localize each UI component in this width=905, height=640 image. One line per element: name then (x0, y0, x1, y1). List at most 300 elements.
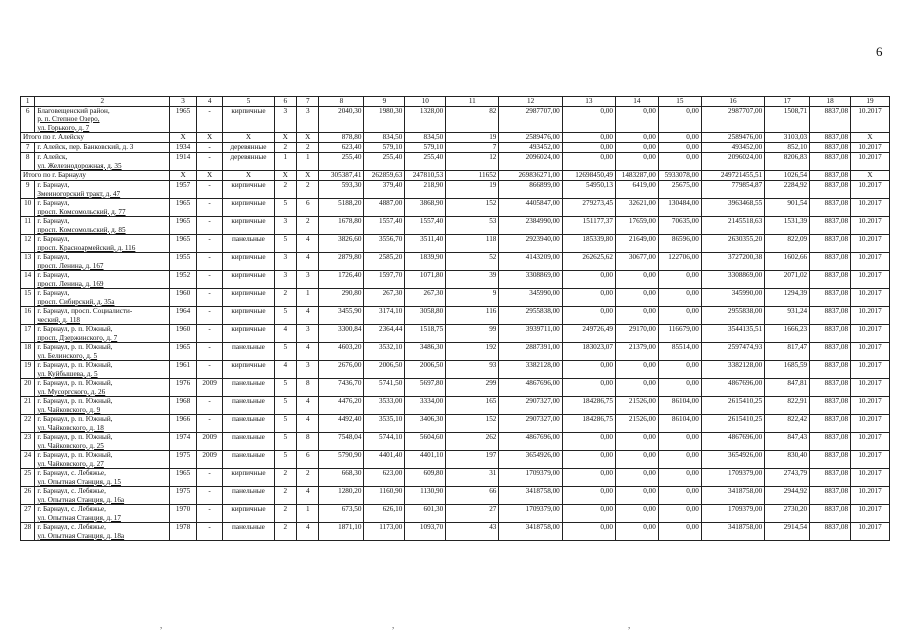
table-cell: 8837,08 (810, 325, 851, 343)
table-cell: 1173,00 (364, 523, 405, 541)
address-cell (35, 487, 170, 505)
address-line: ул. Чайковского, д. 18 (37, 423, 104, 432)
table-cell: 3535,10 (364, 415, 405, 433)
address-line: р. п. Степное Озеро, (37, 115, 100, 123)
row-number: 14 (21, 271, 35, 289)
table-cell: 493452,00 (701, 143, 764, 153)
address-line: г. Барнаул, (37, 217, 70, 225)
address-line: ул. Горького, д. 7 (37, 123, 90, 132)
table-cell: X (223, 171, 274, 181)
table-cell: 3544135,51 (701, 325, 764, 343)
column-number: 5 (223, 97, 274, 107)
table-cell: 3868,90 (405, 199, 446, 217)
address-line: г. Барнаул, просп. Социалисти- (37, 307, 133, 315)
entrances: 4 (297, 343, 319, 361)
table-row (21, 397, 890, 415)
completion-date: 10.2017 (851, 523, 890, 541)
table-cell: 249726,49 (562, 325, 615, 343)
table-cell: 3727200,38 (701, 253, 764, 271)
table-cell: 82 (446, 106, 499, 133)
build-year: 1952 (170, 271, 197, 289)
table-cell: 1160,90 (364, 487, 405, 505)
table-cell: 579,10 (364, 143, 405, 153)
table-cell: 2743,79 (765, 469, 810, 487)
repair-year: - (196, 325, 223, 343)
column-number: 8 (319, 97, 364, 107)
entrances: 3 (297, 361, 319, 379)
address-cell (35, 415, 170, 433)
row-number: 27 (21, 505, 35, 523)
address-line: ул. Белинского, д. 5 (37, 351, 98, 360)
row-number: 23 (21, 433, 35, 451)
address-cell (35, 361, 170, 379)
address-cell (35, 325, 170, 343)
table-cell: 0,00 (562, 106, 615, 133)
table-cell: 8837,08 (810, 433, 851, 451)
table-cell: 0,00 (615, 451, 658, 469)
wall-material: кирпичные (223, 217, 274, 235)
table-cell: 2040,30 (319, 106, 364, 133)
table-row (21, 505, 890, 523)
table-cell: 779854,87 (701, 181, 764, 199)
entrances: 1 (297, 289, 319, 307)
repair-year: - (196, 235, 223, 253)
table-cell: 3308869,00 (701, 271, 764, 289)
completion-date: 10.2017 (851, 289, 890, 307)
completion-date: 10.2017 (851, 343, 890, 361)
build-year: 1960 (170, 289, 197, 307)
table-cell: 2907327,00 (499, 397, 562, 415)
build-year: 1965 (170, 217, 197, 235)
table-row (21, 325, 890, 343)
table-cell: 0,00 (658, 487, 701, 505)
entrances: 4 (297, 253, 319, 271)
repair-year: - (196, 397, 223, 415)
table-cell: 2730,20 (765, 505, 810, 523)
table-cell: 0,00 (658, 289, 701, 307)
floors: 3 (274, 253, 296, 271)
floors: 2 (274, 487, 296, 505)
table-cell: 2914,54 (765, 523, 810, 541)
column-number-row (21, 97, 890, 107)
row-number: 8 (21, 153, 35, 171)
table-cell: 0,00 (615, 361, 658, 379)
table-cell: 1531,39 (765, 217, 810, 235)
table-cell: 4603,20 (319, 343, 364, 361)
table-cell: 218,90 (405, 181, 446, 199)
table-row (21, 271, 890, 289)
table-cell: 5741,50 (364, 379, 405, 397)
row-number: 13 (21, 253, 35, 271)
completion-date: 10.2017 (851, 505, 890, 523)
table-cell: 2071,02 (765, 271, 810, 289)
table-cell: 1602,66 (765, 253, 810, 271)
floors: 2 (274, 523, 296, 541)
build-year: 1964 (170, 307, 197, 325)
table-cell: 626,10 (364, 505, 405, 523)
table-cell: 8837,08 (810, 343, 851, 361)
table-cell: 3963468,55 (701, 199, 764, 217)
table-cell: 3300,84 (319, 325, 364, 343)
completion-date: 10.2017 (851, 271, 890, 289)
table-cell: 2096024,00 (701, 153, 764, 171)
table-cell: 847,81 (765, 379, 810, 397)
table-cell: X (223, 133, 274, 143)
entrances: 2 (297, 181, 319, 199)
table-cell: 3308869,00 (499, 271, 562, 289)
table-cell: 2006,50 (405, 361, 446, 379)
repair-year: - (196, 523, 223, 541)
address-line: ул. Опытная Станция, д. 16а (37, 495, 125, 504)
table-cell: 2145518,63 (701, 217, 764, 235)
repair-year: - (196, 307, 223, 325)
floors: 5 (274, 451, 296, 469)
table-cell: 116 (446, 307, 499, 325)
address-line: г. Алейск, (37, 153, 68, 161)
address-line: г. Барнаул, р. п. Южный, (37, 325, 113, 333)
table-cell: 116679,00 (658, 325, 701, 343)
table-cell: 151177,37 (562, 217, 615, 235)
table-cell: 4405847,00 (499, 199, 562, 217)
table-cell: 0,00 (562, 271, 615, 289)
table-cell: 623,00 (364, 469, 405, 487)
wall-material: панельные (223, 451, 274, 469)
table-cell: 834,50 (364, 133, 405, 143)
completion-date: 10.2017 (851, 253, 890, 271)
table-cell: 4867696,00 (701, 379, 764, 397)
table-cell: 0,00 (562, 487, 615, 505)
table-cell: 822,42 (765, 415, 810, 433)
table-cell: 183023,07 (562, 343, 615, 361)
table-cell: 8837,08 (810, 379, 851, 397)
address-line: г. Барнаул, р. п. Южный, (37, 379, 113, 387)
address-cell (35, 397, 170, 415)
table-cell: 3418758,00 (701, 523, 764, 541)
entrances: 4 (297, 523, 319, 541)
wall-material: панельные (223, 343, 274, 361)
table-cell: 0,00 (562, 451, 615, 469)
repair-year: - (196, 343, 223, 361)
table-cell: 1508,71 (765, 106, 810, 133)
table-cell: 0,00 (658, 523, 701, 541)
row-number: 20 (21, 379, 35, 397)
table-cell: 3334,00 (405, 397, 446, 415)
table-cell: 4867696,00 (499, 379, 562, 397)
column-number: 6 (274, 97, 296, 107)
table-cell: 0,00 (615, 379, 658, 397)
table-cell: 609,80 (405, 469, 446, 487)
address-line: просп. Ленина, д. 167 (37, 261, 104, 270)
table-cell: 8206,83 (765, 153, 810, 171)
build-year: 1965 (170, 235, 197, 253)
table-cell: 5604,60 (405, 433, 446, 451)
floors: 5 (274, 307, 296, 325)
address-line: просп. Сибирский, д. 35а (37, 297, 115, 306)
table-cell: 25675,00 (658, 181, 701, 199)
table-row (21, 106, 890, 133)
address-line: г. Барнаул, (37, 253, 70, 261)
build-year: 1957 (170, 181, 197, 199)
table-cell: 85514,00 (658, 343, 701, 361)
address-cell (35, 523, 170, 541)
wall-material: кирпичные (223, 271, 274, 289)
address-line: г. Барнаул, с. Лебяжье, (37, 523, 106, 531)
table-cell: 1726,40 (319, 271, 364, 289)
repair-year: 2009 (196, 433, 223, 451)
entrances: 2 (297, 217, 319, 235)
table-cell: 8837,08 (810, 217, 851, 235)
table-cell: 3174,10 (364, 307, 405, 325)
completion-date: 10.2017 (851, 143, 890, 153)
table-cell: 601,30 (405, 505, 446, 523)
address-line: г. Барнаул, с. Лебяжье, (37, 469, 106, 477)
completion-date: X (851, 133, 890, 143)
table-cell: 0,00 (562, 379, 615, 397)
build-year: 1955 (170, 253, 197, 271)
table-cell: 0,00 (658, 379, 701, 397)
floors: 5 (274, 433, 296, 451)
table-cell: 2955838,00 (701, 307, 764, 325)
table-row (21, 379, 890, 397)
table-cell: X (274, 171, 296, 181)
build-year: 1965 (170, 469, 197, 487)
table-cell: 1839,90 (405, 253, 446, 271)
build-year: 1965 (170, 106, 197, 133)
table-cell: 99 (446, 325, 499, 343)
table-cell: 3511,40 (405, 235, 446, 253)
row-number: 7 (21, 143, 35, 153)
table-cell: 3654926,00 (499, 451, 562, 469)
column-number: 17 (765, 97, 810, 107)
table-cell: 0,00 (658, 153, 701, 171)
address-line: просп. Дзержинского, д. 7 (37, 333, 118, 342)
table-cell: 2615410,25 (701, 397, 764, 415)
table-cell: 0,00 (615, 469, 658, 487)
table-cell: 8837,08 (810, 235, 851, 253)
row-number: 26 (21, 487, 35, 505)
address-line: просп. Красноармейский, д. 116 (37, 243, 136, 252)
address-cell (35, 379, 170, 397)
build-year: 1970 (170, 505, 197, 523)
table-cell: X (297, 171, 319, 181)
address-line: г. Барнаул, с. Лебяжье, (37, 487, 106, 495)
wall-material: панельные (223, 397, 274, 415)
column-number: 13 (562, 97, 615, 107)
table-cell: 0,00 (658, 451, 701, 469)
table-cell: 4867696,00 (499, 433, 562, 451)
floors: 2 (274, 181, 296, 199)
address-cell (35, 289, 170, 307)
table-cell: 2923940,00 (499, 235, 562, 253)
table-cell: 0,00 (658, 143, 701, 153)
entrances: 4 (297, 307, 319, 325)
wall-material: кирпичные (223, 181, 274, 199)
entrances: 2 (297, 143, 319, 153)
completion-date: 10.2017 (851, 379, 890, 397)
completion-date: 10.2017 (851, 307, 890, 325)
table-cell: 262 (446, 433, 499, 451)
address-cell (35, 153, 170, 171)
address-cell (35, 307, 170, 325)
build-year: 1961 (170, 361, 197, 379)
entrances: 4 (297, 397, 319, 415)
table-cell: 0,00 (615, 289, 658, 307)
table-cell: 0,00 (658, 469, 701, 487)
wall-material: панельные (223, 379, 274, 397)
table-cell: 852,10 (765, 143, 810, 153)
table-cell: 2676,00 (319, 361, 364, 379)
floors: 5 (274, 199, 296, 217)
table-cell: 31 (446, 469, 499, 487)
table-row (21, 523, 890, 541)
address-line: г. Барнаул, р. п. Южный, (37, 343, 113, 351)
table-cell: 130484,00 (658, 199, 701, 217)
wall-material: панельные (223, 487, 274, 505)
table-cell: 0,00 (615, 271, 658, 289)
table-cell: X (196, 133, 223, 143)
completion-date: 10.2017 (851, 397, 890, 415)
table-cell: 8837,08 (810, 361, 851, 379)
repair-year: - (196, 153, 223, 171)
table-cell: 122706,00 (658, 253, 701, 271)
table-cell: 866899,00 (499, 181, 562, 199)
table-cell: 19 (446, 133, 499, 143)
housing-register-table (20, 96, 890, 541)
row-number: 19 (21, 361, 35, 379)
table-cell: 165 (446, 397, 499, 415)
wall-material: кирпичные (223, 469, 274, 487)
table-cell: 579,10 (405, 143, 446, 153)
table-cell: 1294,39 (765, 289, 810, 307)
table-cell: 2589476,00 (701, 133, 764, 143)
table-cell: 197 (446, 451, 499, 469)
completion-date: 10.2017 (851, 415, 890, 433)
table-row (21, 343, 890, 361)
completion-date: 10.2017 (851, 469, 890, 487)
wall-material: кирпичные (223, 199, 274, 217)
table-cell: 0,00 (615, 433, 658, 451)
table-cell: 0,00 (562, 469, 615, 487)
table-cell: 1678,80 (319, 217, 364, 235)
subtotal-label: Итого по г. Алейску (21, 133, 170, 143)
address-cell (35, 143, 170, 153)
table-cell: 3486,30 (405, 343, 446, 361)
table-cell: 8837,08 (810, 307, 851, 325)
row-number: 16 (21, 307, 35, 325)
table-row (21, 433, 890, 451)
repair-year: - (196, 253, 223, 271)
table-cell: 53 (446, 217, 499, 235)
table-cell: 255,40 (364, 153, 405, 171)
build-year: 1934 (170, 143, 197, 153)
column-number: 15 (658, 97, 701, 107)
table-cell: 822,09 (765, 235, 810, 253)
address-line: г. Барнаул, с. Лебяжье, (37, 505, 106, 513)
column-number: 7 (297, 97, 319, 107)
table-row (21, 289, 890, 307)
table-cell: 192 (446, 343, 499, 361)
table-cell: 12 (446, 153, 499, 171)
table-cell: 66 (446, 487, 499, 505)
table-cell: 0,00 (615, 487, 658, 505)
table-cell: 2987707,00 (499, 106, 562, 133)
table-cell: 0,00 (658, 433, 701, 451)
table-cell: 305387,41 (319, 171, 364, 181)
row-number: 28 (21, 523, 35, 541)
table-cell: 269836271,00 (499, 171, 562, 181)
column-number: 19 (851, 97, 890, 107)
table-cell: 2944,92 (765, 487, 810, 505)
address-line: просп. Комсомольский, д. 85 (37, 225, 126, 234)
table-cell: 1130,90 (405, 487, 446, 505)
table-cell: 0,00 (562, 289, 615, 307)
table-cell: 184286,75 (562, 397, 615, 415)
table-cell: 3939711,00 (499, 325, 562, 343)
table-cell: 0,00 (562, 133, 615, 143)
completion-date: 10.2017 (851, 451, 890, 469)
address-cell (35, 181, 170, 199)
table-cell: 878,80 (319, 133, 364, 143)
table-cell: 1026,54 (765, 171, 810, 181)
table-row (21, 361, 890, 379)
table-cell: 2987707,00 (701, 106, 764, 133)
repair-year: - (196, 505, 223, 523)
wall-material: деревянные (223, 143, 274, 153)
column-number: 4 (196, 97, 223, 107)
table-cell: 86596,00 (658, 235, 701, 253)
entrances: 4 (297, 235, 319, 253)
table-cell: 834,50 (405, 133, 446, 143)
table-cell: 2384990,00 (499, 217, 562, 235)
table-cell: X (196, 171, 223, 181)
entrances: 8 (297, 433, 319, 451)
table-cell: 3382128,00 (701, 361, 764, 379)
table-cell: 2589476,00 (499, 133, 562, 143)
table-cell: 2887391,00 (499, 343, 562, 361)
table-cell: 8837,08 (810, 451, 851, 469)
scan-mark: , (160, 620, 163, 630)
table-cell: 2879,80 (319, 253, 364, 271)
table-cell: 1980,30 (364, 106, 405, 133)
table-cell: 830,40 (765, 451, 810, 469)
address-line: г. Барнаул, р. п. Южный, (37, 433, 113, 441)
completion-date: 10.2017 (851, 235, 890, 253)
entrances: 4 (297, 415, 319, 433)
column-number: 1 (21, 97, 35, 107)
table-cell: 4401,40 (364, 451, 405, 469)
table-cell: 21649,00 (615, 235, 658, 253)
table-cell: 0,00 (658, 133, 701, 143)
address-line: ул. Опытная Станция, д. 18а (37, 531, 125, 540)
row-number: 15 (21, 289, 35, 307)
table-cell: 345990,00 (499, 289, 562, 307)
row-number: 10 (21, 199, 35, 217)
address-line: г. Алейск, пер. Банковский, д. 3 (37, 143, 134, 151)
table-cell: 52 (446, 253, 499, 271)
table-cell: 8837,08 (810, 487, 851, 505)
table-cell: 2597474,93 (701, 343, 764, 361)
row-number: 6 (21, 106, 35, 133)
address-line: г. Барнаул, (37, 271, 70, 279)
address-line: Благовещенский район, (37, 106, 110, 115)
address-line: ул. Чайковского, д. 9 (37, 405, 101, 414)
address-line: ул. Куйбышева, д. 5 (37, 369, 98, 378)
table-cell: 0,00 (658, 106, 701, 133)
address-cell (35, 451, 170, 469)
wall-material: кирпичные (223, 106, 274, 133)
address-line: г. Барнаул, р. п. Южный, (37, 415, 113, 423)
wall-material: деревянные (223, 153, 274, 171)
